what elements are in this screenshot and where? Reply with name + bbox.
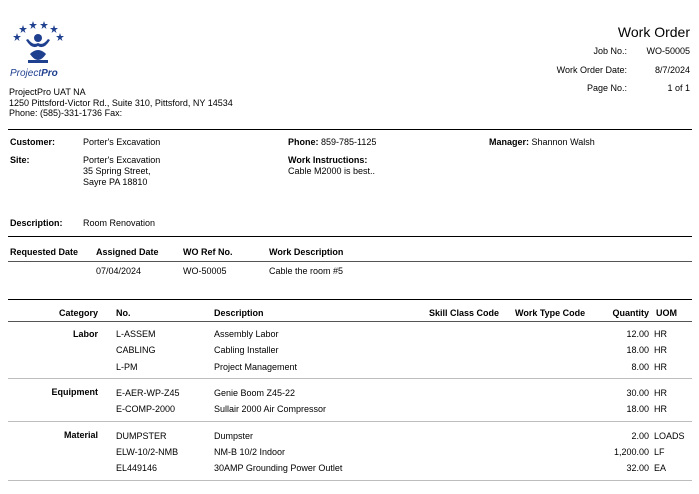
company-address: 1250 Pittsford-Victor Rd., Suite 310, Pittsford, NY 14534 — [9, 98, 233, 108]
assigned-date-value: 07/04/2024 — [96, 266, 142, 276]
item-description: Assembly Labor — [214, 329, 279, 339]
work-instructions-label: Work Instructions: — [288, 155, 368, 165]
item-uom: LOADS — [654, 431, 685, 441]
item-quantity: 18.00 — [626, 404, 649, 414]
item-uom: EA — [654, 463, 667, 473]
col-requested-date: Requested Date — [10, 247, 79, 257]
page-no-label: Page No.: — [586, 83, 627, 93]
company-logo — [8, 20, 72, 82]
logo-figure-icon — [8, 20, 68, 68]
item-quantity: 12.00 — [626, 329, 649, 339]
logo-wordmark: ProjectPro — [10, 68, 58, 79]
work-description-value: Cable the room #5 — [269, 266, 344, 276]
customer-value: Porter's Excavation — [83, 137, 161, 147]
item-quantity: 32.00 — [626, 463, 649, 473]
job-no-label: Job No.: — [593, 46, 627, 56]
item-quantity: 2.00 — [631, 431, 649, 441]
item-uom: HR — [654, 329, 667, 339]
job-no-value: WO-50005 — [646, 46, 690, 56]
col-skill-class-code: Skill Class Code — [429, 308, 500, 318]
description-value: Room Renovation — [83, 218, 156, 228]
group-divider — [8, 480, 692, 481]
work-order-date-label: Work Order Date: — [556, 65, 627, 75]
col-no: No. — [116, 308, 131, 318]
col-quantity: Quantity — [612, 308, 649, 318]
item-description: Genie Boom Z45-22 — [214, 388, 296, 398]
work-order-date-value: 8/7/2024 — [654, 65, 690, 75]
group-divider — [8, 378, 692, 379]
col-wo-ref-no: WO Ref No. — [183, 247, 233, 257]
item-no: EL449146 — [116, 463, 158, 473]
divider — [8, 299, 692, 300]
work-instructions-value: Cable M2000 is best.. — [288, 166, 376, 176]
item-uom: HR — [654, 404, 667, 414]
page-no-value: 1 of 1 — [667, 83, 690, 93]
company-name: ProjectPro UAT NA — [9, 87, 86, 97]
item-quantity: 18.00 — [626, 345, 649, 355]
manager: Manager: Shannon Walsh — [489, 137, 595, 147]
item-no: E-COMP-2000 — [116, 404, 176, 414]
item-uom: LF — [654, 447, 665, 457]
wo-ref-no-value: WO-50005 — [183, 266, 227, 276]
site-label: Site: — [10, 155, 30, 165]
category-label: Labor — [72, 329, 98, 339]
item-no: L-PM — [116, 362, 138, 372]
divider — [8, 321, 692, 322]
category-label: Equipment — [51, 387, 98, 397]
col-description: Description — [214, 308, 264, 318]
item-uom: HR — [654, 345, 667, 355]
item-description: Dumpster — [214, 431, 254, 441]
item-quantity: 30.00 — [626, 388, 649, 398]
col-work-description: Work Description — [269, 247, 344, 257]
item-uom: HR — [654, 388, 667, 398]
item-description: NM-B 10/2 Indoor — [214, 447, 286, 457]
divider — [8, 236, 692, 237]
site-line-2: 35 Spring Street, — [83, 166, 151, 176]
item-description: Cabling Installer — [214, 345, 279, 355]
col-category: Category — [58, 308, 98, 318]
item-no: CABLING — [116, 345, 156, 355]
site-line-1: Porter's Excavation — [83, 155, 161, 165]
customer-label: Customer: — [10, 137, 56, 147]
company-phone: Phone: (585)-331-1736 Fax: — [9, 108, 123, 118]
item-description: Sullair 2000 Air Compressor — [214, 404, 327, 414]
divider — [8, 261, 692, 262]
item-no: DUMPSTER — [116, 431, 167, 441]
customer-phone: Phone: 859-785-1125 — [288, 137, 377, 147]
item-description: Project Management — [214, 362, 298, 372]
item-no: E-AER-WP-Z45 — [116, 388, 180, 398]
col-assigned-date: Assigned Date — [96, 247, 159, 257]
col-work-type-code: Work Type Code — [515, 308, 586, 318]
item-quantity: 8.00 — [631, 362, 649, 372]
document-title: Work Order — [617, 24, 690, 40]
item-no: ELW-10/2-NMB — [116, 447, 179, 457]
item-description: 30AMP Grounding Power Outlet — [214, 463, 343, 473]
category-label: Material — [63, 430, 98, 440]
col-uom: UOM — [656, 308, 677, 318]
item-quantity: 1,200.00 — [613, 447, 649, 457]
item-uom: HR — [654, 362, 667, 372]
description-label: Description: — [10, 218, 63, 228]
site-line-3: Sayre PA 18810 — [83, 177, 148, 187]
group-divider — [8, 421, 692, 422]
divider — [8, 129, 692, 130]
item-no: L-ASSEM — [116, 329, 156, 339]
